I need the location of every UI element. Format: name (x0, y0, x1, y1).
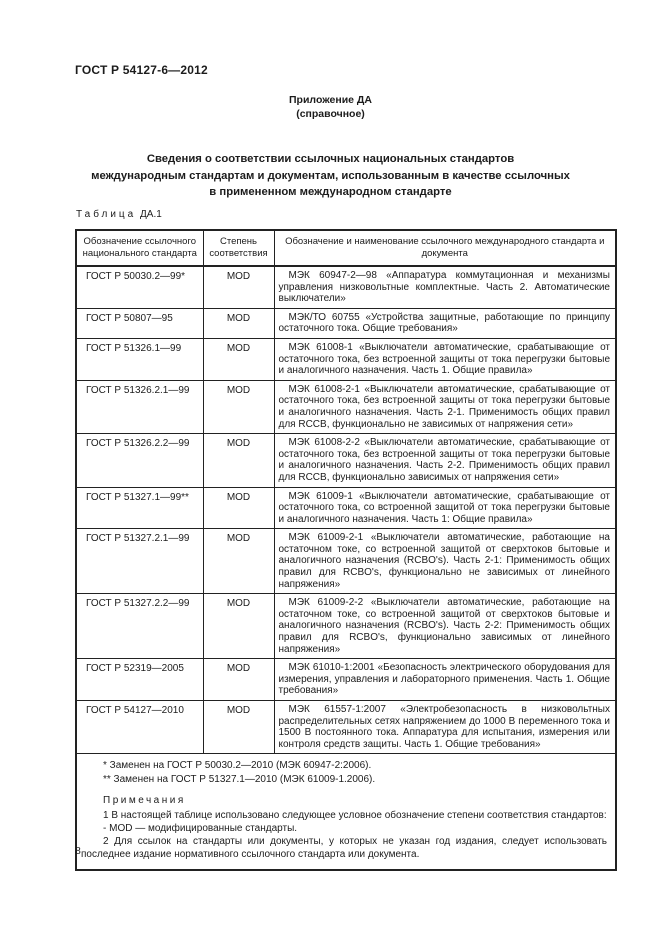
table-notes-cell (76, 754, 616, 870)
table-header-row (76, 230, 616, 266)
table-row (76, 434, 616, 487)
table-caption-number: ДА.1 (140, 209, 162, 220)
table-row (76, 594, 616, 659)
international-standard-cell: МЭК 61557-1:2007 «Электробезопасность в низковольтных распределительных сетях напряжением до 1000 В переменного тока и 1500 В постоянного тока. Аппаратура для испытания, измерения или контроля средств защиты. Часть 1. Общие требования» (274, 701, 616, 754)
degree-cell: MOD (203, 701, 274, 754)
table-notes-row (76, 754, 616, 870)
table-row (76, 338, 616, 380)
notes-list (81, 810, 607, 862)
table-row (76, 659, 616, 701)
degree-cell: MOD (203, 434, 274, 487)
degree-cell: MOD (203, 266, 274, 308)
table-row (76, 487, 616, 529)
national-standard-cell: ГОСТ Р 51326.2.2—99 (76, 434, 203, 487)
national-standard-cell: ГОСТ Р 50807—95 (76, 308, 203, 338)
doc-code-header: ГОСТ Р 54127-6—2012 (75, 63, 208, 77)
appendix-label: Приложение ДА (289, 94, 372, 106)
international-standard-cell: МЭК 61010-1:2001 «Безопасность электрического оборудования для измерения, управления и лабораторного применения. Часть 1. Общие требования» (274, 659, 616, 701)
international-standard-cell: МЭК 60947-2—98 «Аппаратура коммутационная и механизмы управления низковольтные комплектные. Часть 2. Автоматические выключатели» (274, 266, 616, 308)
international-standard-cell: МЭК 61008-1 «Выключатели автоматические, срабатывающие от остаточного тока, без встроенной защиты от тока перегрузки бытовые и аналогичного назначения. Часть 1. Общие правила» (274, 338, 616, 380)
table-row (76, 380, 616, 433)
correspondence-table-wrap (75, 229, 615, 871)
table-footnote: * Заменен на ГОСТ Р 50030.2—2010 (МЭК 60947-2:2006). (103, 760, 372, 772)
column-header-national: Обозначение ссылочного национального стандарта (76, 230, 203, 266)
page-number: 8 (75, 845, 81, 857)
column-header-international: Обозначение и наименование ссылочного международного стандарта и документа (274, 230, 616, 266)
degree-cell: MOD (203, 487, 274, 529)
national-standard-cell: ГОСТ Р 51326.1—99 (76, 338, 203, 380)
national-standard-cell: ГОСТ Р 52319—2005 (76, 659, 203, 701)
international-standard-cell: МЭК 61008-2-1 «Выключатели автоматические, срабатывающие от остаточного тока, без встроенной защиты от тока перегрузки бытовые и аналогичного назначения. Часть 2-1. Применимость общих правил для RCCB, функционально не зависимых от напряжения сети» (274, 380, 616, 433)
national-standard-cell: ГОСТ Р 54127—2010 (76, 701, 203, 754)
international-standard-cell: МЭК 61009-2-1 «Выключатели автоматические, работающие на остаточном токе, со встроенной защитой от сверхтоков бытовые и аналогичного назначения (RCBO's). Часть 2-1: Применимость общих правил для RCBO's, функционально не зависимых от линейного напряжения» (274, 529, 616, 594)
table-note: 1 В настоящей таблице использовано следующее условное обозначение степени соответствия стандартов: (103, 809, 607, 821)
national-standard-cell: ГОСТ Р 51326.2.1—99 (76, 380, 203, 433)
appendix-kind: (справочное) (296, 108, 365, 120)
correspondence-table (75, 229, 617, 871)
international-standard-cell: МЭК 61009-2-2 «Выключатели автоматические, работающие на остаточном токе, со встроенной защитой от сверхтоков бытовые и аналогичного назначения (RCBO's). Часть 2-2: Применимость общих правил для RCBO's, функционально зависимых от линейного напряжения» (274, 594, 616, 659)
degree-cell: MOD (203, 594, 274, 659)
table-row (76, 266, 616, 308)
table-note: - MOD — модифицированные стандарты. (103, 823, 298, 834)
degree-cell: MOD (203, 529, 274, 594)
table-note: 2 Для ссылок на стандарты или документы, у которых не указан год издания, следует использовать последнее издание нормативного ссылочного стандарта или документа. (81, 836, 607, 860)
notes-heading: Примечания (103, 795, 186, 807)
degree-cell: MOD (203, 308, 274, 338)
table-caption-word: Таблица (76, 209, 137, 220)
international-standard-cell: МЭК 61008-2-2 «Выключатели автоматические, срабатывающие от остаточного тока, без встроенной защиты от тока перегрузки бытовые и аналогичного назначения. Часть 2-2. Применимость общих правил для RCCB, функционально зависимых от напряжения сети» (274, 434, 616, 487)
national-standard-cell: ГОСТ Р 51327.2.1—99 (76, 529, 203, 594)
title-line-2: международным стандартам и документам, использованным в качестве ссылочных (91, 169, 570, 182)
national-standard-cell: ГОСТ Р 51327.1—99** (76, 487, 203, 529)
national-standard-cell: ГОСТ Р 50030.2—99* (76, 266, 203, 308)
table-row (76, 701, 616, 754)
appendix-title (0, 151, 661, 201)
table-row (76, 308, 616, 338)
degree-cell: MOD (203, 338, 274, 380)
international-standard-cell: МЭК 61009-1 «Выключатели автоматические, срабатывающие от остаточного тока, со встроенной защитой от тока перегрузки бытовые и аналогичного назначения. Часть 1: Общие правила» (274, 487, 616, 529)
table-footnotes (81, 760, 607, 786)
title-line-3: в примененном международном стандарте (209, 186, 452, 198)
national-standard-cell: ГОСТ Р 51327.2.2—99 (76, 594, 203, 659)
table-row (76, 529, 616, 594)
column-header-degree: Степень соответствия (203, 230, 274, 266)
table-caption (76, 209, 162, 220)
degree-cell: MOD (203, 659, 274, 701)
degree-cell: MOD (203, 380, 274, 433)
table-footnote: ** Заменен на ГОСТ Р 51327.1—2010 (МЭК 61009-1.2006). (103, 773, 376, 785)
appendix-block (0, 93, 661, 121)
international-standard-cell: МЭК/ТО 60755 «Устройства защитные, работающие по принципу остаточного тока. Общие требования» (274, 308, 616, 338)
title-line-1: Сведения о соответствии ссылочных национальных стандартов (146, 153, 515, 165)
